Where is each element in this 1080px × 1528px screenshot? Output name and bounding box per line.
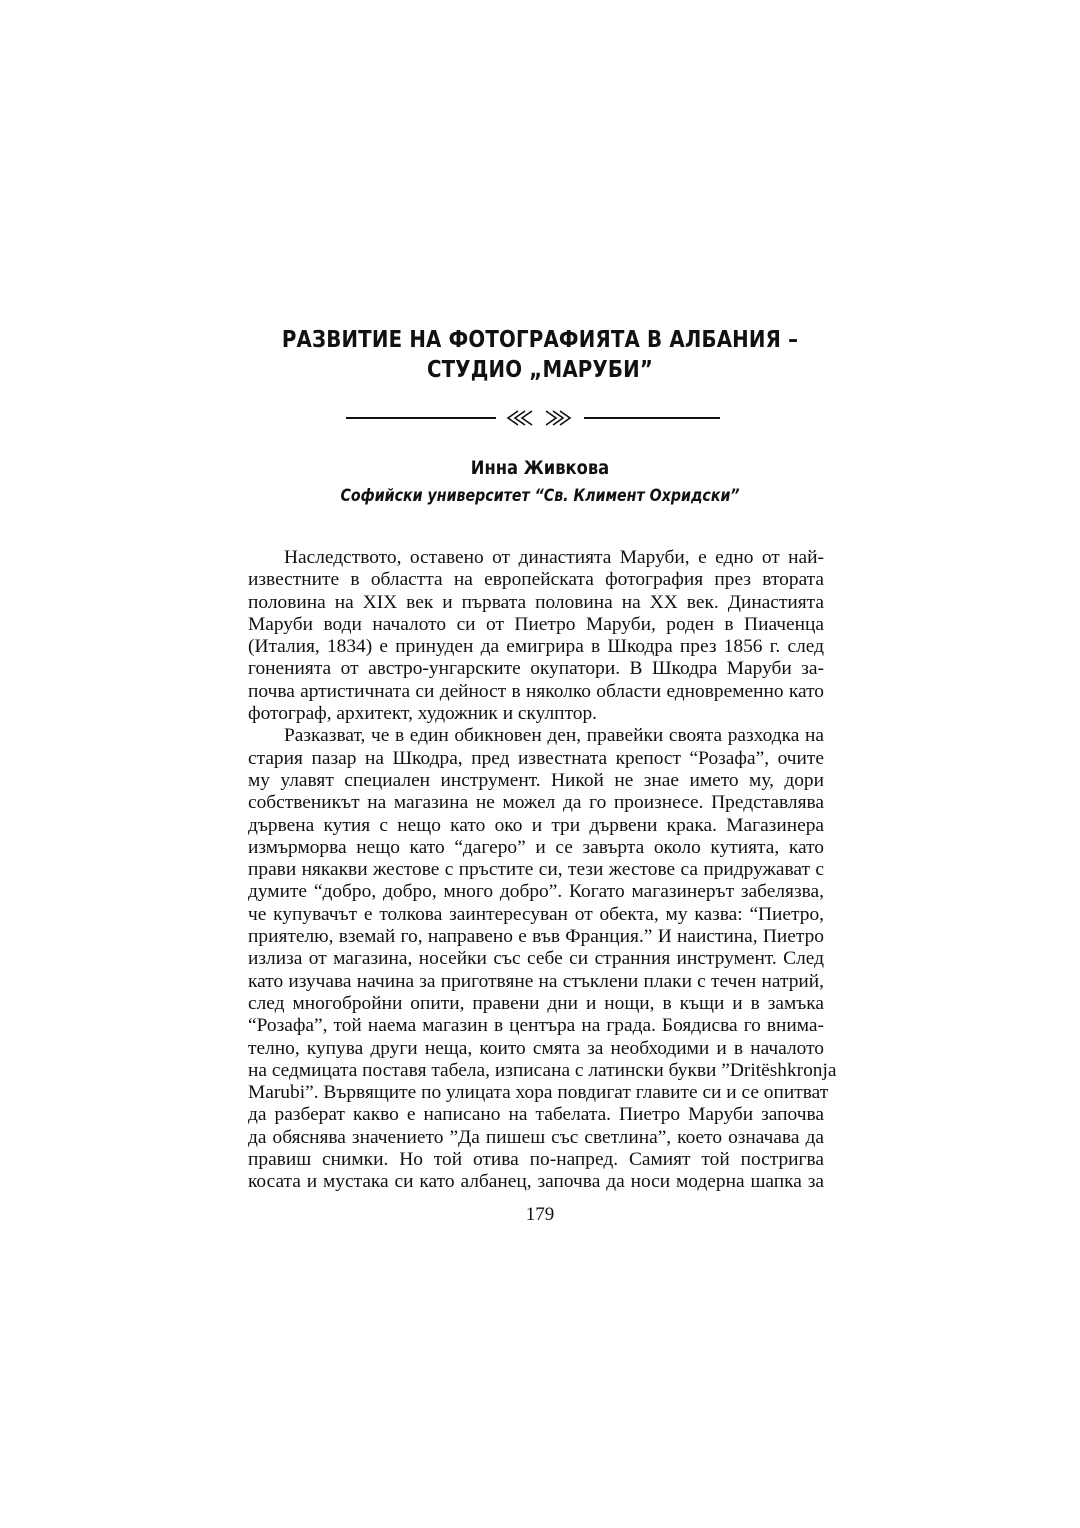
- body-line: гоненията от австро-унгарските окупатори. В Шкодра Маруби за-: [248, 658, 824, 680]
- body-line: да разберат какво е написано на табелата. Пиетро Маруби започва: [248, 1104, 824, 1126]
- article-title: [76, 325, 1005, 385]
- body-line: почва артистичната си дейност в няколко области едновременно като: [248, 680, 824, 702]
- body-line: измърморва нещо като “дагеро” и се завърта около кутията, като: [248, 836, 824, 858]
- author-affiliation: Софийски университет “Св. Климент Охридски”: [340, 486, 740, 505]
- body-line: че купувачът е толкова заинтересуван от обекта, му казва: “Пиетро,: [248, 903, 824, 925]
- body-line: на седмицата поставя табела, изписана с латински букви ”Dritëshkronja: [248, 1059, 837, 1081]
- body-line: известните в областта на европейската фотография през втората: [248, 569, 824, 591]
- body-line: Наследството, оставено от династията Маруби, е едно от най-: [284, 547, 824, 568]
- body-line: половина на XIX век и първата половина на XX век. Династията: [248, 591, 824, 613]
- article-title-line-1: РАЗВИТИЕ НА ФОТОГРАФИЯТА В АЛБАНИЯ –: [281, 327, 799, 353]
- body-line: телно, купува други неща, които смята за необходими и в началото: [248, 1037, 824, 1059]
- body-line: Marubi”. Вървящите по улицата хора повдигат главите си и се опитват: [248, 1082, 829, 1104]
- body-line: (Италия, 1834) е принуден да емигрира в Шкодра през 1856 г. след: [248, 636, 824, 658]
- body-line: Разказват, че в един обикновен ден, правейки своята разходка на: [284, 725, 824, 747]
- body-line: като изучава начина за приготвяне на стъклени плаки с течен натрий,: [248, 970, 824, 992]
- divider-line-left: [346, 417, 496, 419]
- body-line: дървена кутия с нещо като око и три дървени крака. Магазинера: [248, 814, 824, 836]
- body-line: Маруби води началото си от Пиетро Маруби, роден в Пиаченца: [248, 613, 824, 635]
- body-line: приятелю, вземай го, направено е във Франция.” И наистина, Пиетро: [248, 926, 824, 948]
- body-line: прави някакви жестове с пръстите си, тези жестове са придружават с: [248, 859, 824, 881]
- body-line: “Розафа”, той наема магазин в центъра на града. Боядисва го внима-: [248, 1015, 824, 1037]
- author-name: Инна Живкова: [470, 457, 610, 479]
- body-line: косата и мустака си като албанец, започва да носи модерна шапка за: [248, 1171, 824, 1193]
- body-line: думите “добро, добро, много добро”. Когато магазинерът забелязва,: [248, 881, 824, 903]
- title-divider: [346, 406, 720, 430]
- double-chevron-ornament-icon: [502, 406, 576, 430]
- page-number: 179: [525, 1204, 555, 1225]
- article-title-line-2: СТУДИО „МАРУБИ”: [426, 357, 654, 383]
- body-line: собственикът на магазина не можел да го произнесе. Представлява: [248, 792, 824, 814]
- body-line: стария пазар на Шкодра, пред известната крепост “Розафа”, очите: [248, 747, 824, 769]
- body-line: след многобройни опити, правени дни и нощи, в къщи и в замъка: [248, 992, 824, 1014]
- article-body: [248, 547, 837, 1194]
- body-line: фотограф, архитект, художник и скулптор.: [248, 703, 598, 725]
- body-line: правиш снимки. Но той отива по-напред. Самият той постригва: [248, 1149, 824, 1171]
- body-line: да обяснява значението ”Да пишеш със светлина”, което означава да: [248, 1126, 824, 1148]
- body-line: му улавят специален инструмент. Никой не знае името му, дори: [248, 769, 824, 791]
- divider-line-right: [584, 417, 720, 419]
- body-line: излиза от магазина, носейки със себе си странния инструмент. След: [248, 948, 824, 970]
